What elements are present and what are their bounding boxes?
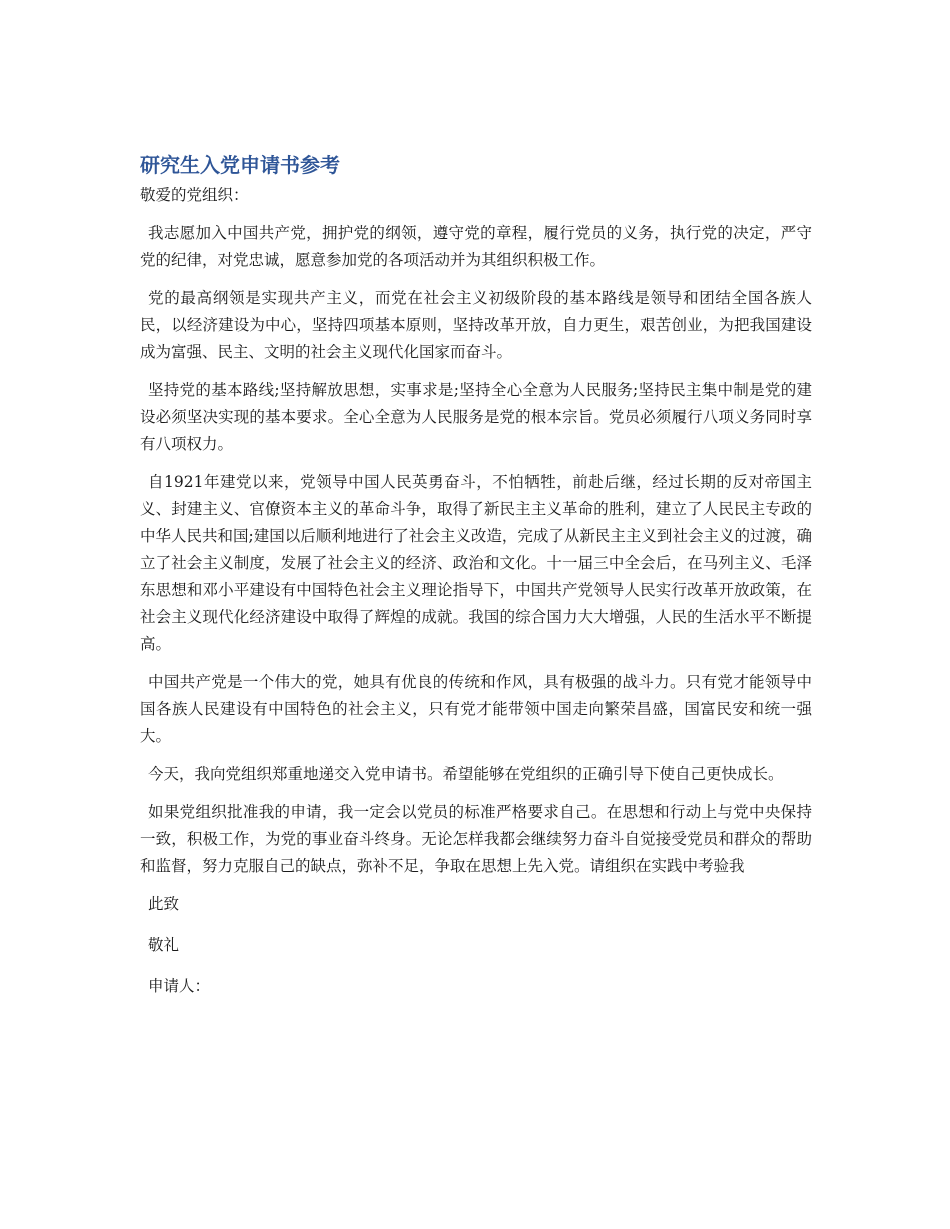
paragraph: 中国共产党是一个伟大的党，她具有优良的传统和作风，具有极强的战斗力。只有党才能领导中国各族人民建设有中国特色的社会主义，只有党才能带领中国走向繁荣昌盛，国富民安和统一强大。 (140, 673, 812, 745)
paragraph: 党的最高纲领是实现共产主义，而党在社会主义初级阶段的基本路线是领导和团结全国各族人民，以经济建设为中心，坚持四项基本原则，坚持改革开放，自力更生，艰苦创业，为把我国建设成为富强、民主、文明的社会主义现代化国家而奋斗。 (140, 289, 812, 361)
document-title: 研究生入党申请书参考 (140, 153, 340, 177)
paragraph: 自1921年建党以来，党领导中国人民英勇奋斗，不怕牺牲，前赴后继，经过长期的反对帝国主义、封建主义、官僚资本主义的革命斗争，取得了新民主主义革命的胜利，建立了人民民主专政的中华人民共和国;建国以后顺利地进行了社会主义改造，完成了从新民主主义到社会主义的过渡，确立了社会主义制度，发展了社会主义的经济、政治和文化。十一届三中全会后，在马列主义、毛泽东思想和邓小平建设有中国特色社会主义理论指导下，中国共产党领导人民实行改革开放政策，在社会主义现代化经济建设中取得了辉煌的成就。我国的综合国力大大增强，人民的生活水平不断提高。 (140, 473, 812, 653)
paragraph: 如果党组织批准我的申请，我一定会以党员的标准严格要求自己。在思想和行动上与党中央保持一致，积极工作，为党的事业奋斗终身。无论怎样我都会继续努力奋斗自觉接受党员和群众的帮助和监督，努力克服自己的缺点，弥补不足，争取在思想上先入党。请组织在实践中考验我 (140, 803, 812, 875)
document-page (140, 150, 812, 1014)
closing-line-2: 敬礼 (148, 936, 180, 954)
closing-line-1: 此致 (148, 895, 180, 913)
signature-line: 申请人： (148, 977, 211, 995)
paragraph: 我志愿加入中国共产党，拥护党的纲领，遵守党的章程，履行党员的义务，执行党的决定，严守党的纪律，对党忠诚，愿意参加党的各项活动并为其组织积极工作。 (140, 224, 812, 269)
salutation: 敬爱的党组织： (140, 186, 249, 204)
paragraph: 坚持党的基本路线;坚持解放思想，实事求是;坚持全心全意为人民服务;坚持民主集中制是党的建设必须坚决实现的基本要求。全心全意为人民服务是党的根本宗旨。党员必须履行八项义务同时享有八项权力。 (140, 381, 812, 453)
paragraph: 今天，我向党组织郑重地递交入党申请书。希望能够在党组织的正确引导下使自己更快成长。 (148, 765, 784, 783)
